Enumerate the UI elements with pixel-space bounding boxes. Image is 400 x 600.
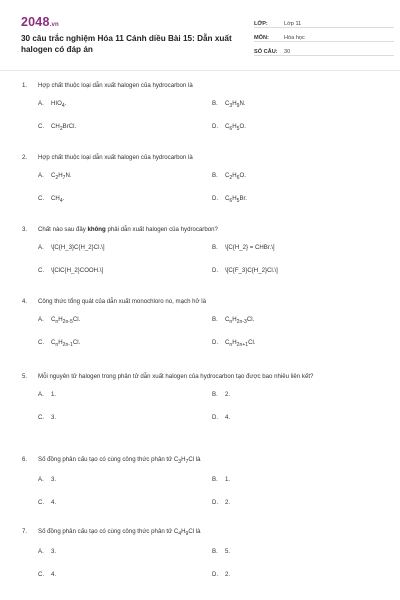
question-number: 3. bbox=[22, 226, 28, 233]
question-item bbox=[22, 527, 386, 592]
question-text bbox=[22, 153, 386, 163]
logo-text: 2048 bbox=[21, 15, 50, 29]
option-letter: A. bbox=[38, 244, 44, 252]
option-letter: B. bbox=[212, 244, 218, 252]
answer-option[interactable] bbox=[38, 172, 72, 181]
option-letter: C. bbox=[38, 414, 45, 422]
option-letter: C. bbox=[38, 570, 45, 578]
answer-option[interactable] bbox=[38, 316, 80, 325]
question-number: 6. bbox=[22, 456, 28, 463]
option-text: 1. bbox=[225, 475, 231, 483]
option-text: 2. bbox=[225, 570, 231, 578]
question-text bbox=[22, 527, 386, 539]
question-text bbox=[22, 455, 386, 467]
option-text: $C_nH_{2n-3}Cl$. bbox=[225, 316, 255, 326]
answer-option[interactable] bbox=[38, 548, 56, 555]
option-letter: B. bbox=[212, 316, 218, 324]
option-letter: B. bbox=[212, 547, 218, 555]
logo-domain: .vn bbox=[49, 22, 59, 28]
question-stem: Số đồng phân cấu tạo có cùng công thức phân tử $C_4H_9Cl$ là bbox=[38, 528, 201, 538]
answer-option[interactable] bbox=[38, 100, 66, 109]
answer-option[interactable] bbox=[212, 123, 246, 132]
question-stem: Công thức tổng quát của dẫn xuất monochloro no, mạch hở là bbox=[38, 298, 206, 305]
answer-options bbox=[22, 391, 386, 435]
option-letter: C. bbox=[38, 195, 45, 203]
option-letter: D. bbox=[212, 339, 219, 347]
option-letter: A. bbox=[38, 316, 44, 324]
option-text: 4. bbox=[51, 498, 57, 506]
option-text: 3. bbox=[51, 547, 57, 555]
meta-key: LỚP: bbox=[254, 21, 268, 27]
answer-option[interactable] bbox=[38, 476, 56, 483]
meta-value: Lớp 11 bbox=[284, 21, 302, 27]
option-text: 4. bbox=[51, 570, 57, 578]
answer-options bbox=[22, 172, 386, 216]
option-letter: B. bbox=[212, 172, 218, 180]
answer-options bbox=[22, 316, 386, 360]
question-stem: Mỗi nguyên tử halogen trong phân tử dẫn xuất halogen của hydrocarbon tạo được bao nhiêu liên kết? bbox=[38, 373, 314, 380]
option-text: $C_6H_5Br$. bbox=[225, 195, 247, 205]
answer-option[interactable] bbox=[38, 267, 103, 274]
question-text bbox=[22, 225, 386, 235]
option-text: 2. bbox=[225, 391, 231, 399]
answer-option[interactable] bbox=[38, 499, 56, 506]
option-letter: D. bbox=[212, 498, 219, 506]
answer-option[interactable] bbox=[212, 548, 230, 555]
option-letter: D. bbox=[212, 195, 219, 203]
answer-option[interactable] bbox=[212, 316, 254, 325]
meta-key: MÔN: bbox=[254, 35, 269, 41]
option-text: 4. bbox=[225, 414, 231, 422]
option-letter: C. bbox=[38, 339, 45, 347]
question-text bbox=[22, 297, 386, 307]
question-stem: Hợp chất thuộc loại dẫn xuất halogen của hydrocarbon là bbox=[38, 154, 193, 161]
option-text: 5. bbox=[225, 547, 231, 555]
page-header bbox=[14, 8, 386, 64]
option-letter: D. bbox=[212, 414, 219, 422]
option-letter: D. bbox=[212, 267, 219, 275]
answer-option[interactable] bbox=[212, 414, 230, 421]
answer-option[interactable] bbox=[38, 414, 56, 421]
option-text: $C_3H_9N$. bbox=[225, 100, 246, 110]
question-text bbox=[22, 372, 386, 382]
option-letter: A. bbox=[38, 100, 44, 108]
option-letter: C. bbox=[38, 123, 45, 131]
option-text: 1. bbox=[51, 391, 57, 399]
site-logo[interactable] bbox=[21, 15, 59, 29]
meta-row bbox=[254, 14, 394, 28]
option-letter: A. bbox=[38, 391, 44, 399]
answer-option[interactable] bbox=[212, 244, 275, 251]
option-text: $C_2H_6O$. bbox=[225, 172, 246, 182]
answer-option[interactable] bbox=[212, 391, 230, 398]
question-item bbox=[22, 372, 386, 435]
option-text: 2. bbox=[225, 498, 231, 506]
option-text: $HIO_4$. bbox=[51, 100, 67, 110]
option-text: \[C{H_3}C{H_2}Cl.\] bbox=[51, 244, 105, 252]
option-letter: B. bbox=[212, 391, 218, 399]
document-meta bbox=[254, 14, 394, 56]
question-item bbox=[22, 297, 386, 360]
question-stem: Số đồng phân cấu tạo có cùng công thức phân tử $C_3H_7Cl$ là bbox=[38, 456, 201, 466]
question-item bbox=[22, 153, 386, 216]
option-text: $C_nH_{2n-5}Cl$. bbox=[51, 316, 81, 326]
meta-row bbox=[254, 28, 394, 42]
answer-option[interactable] bbox=[212, 476, 230, 483]
meta-row bbox=[254, 42, 394, 56]
question-item bbox=[22, 81, 386, 144]
option-text: 3. bbox=[51, 414, 57, 422]
answer-option[interactable] bbox=[38, 339, 80, 348]
option-letter: A. bbox=[38, 475, 44, 483]
question-number: 5. bbox=[22, 373, 28, 380]
answer-options bbox=[22, 548, 386, 592]
answer-option[interactable] bbox=[38, 391, 56, 398]
page-title: 30 câu trắc nghiệm Hóa 11 Cánh diều Bài 15: Dẫn xuất halogen có đáp án bbox=[21, 34, 232, 55]
answer-option[interactable] bbox=[38, 571, 56, 578]
answer-options bbox=[22, 244, 386, 288]
option-letter: A. bbox=[38, 547, 44, 555]
option-letter: B. bbox=[212, 100, 218, 108]
option-text: $CH_2BrCl$. bbox=[51, 123, 77, 133]
answer-option[interactable] bbox=[212, 172, 246, 181]
answer-option[interactable] bbox=[38, 244, 105, 251]
answer-option[interactable] bbox=[212, 499, 230, 506]
answer-options bbox=[22, 476, 386, 520]
question-item bbox=[22, 225, 386, 288]
answer-option[interactable] bbox=[212, 100, 246, 109]
option-letter: D. bbox=[212, 123, 219, 131]
question-item bbox=[22, 455, 386, 520]
question-text bbox=[22, 81, 386, 91]
option-letter: C. bbox=[38, 498, 45, 506]
meta-key: SỐ CÂU: bbox=[254, 49, 278, 55]
option-text: 3. bbox=[51, 475, 57, 483]
answer-option[interactable] bbox=[38, 123, 76, 132]
question-stem: Chất nào sau đây không phải dẫn xuất halogen của hydrocarbon? bbox=[38, 226, 218, 233]
option-text: $C_nH_{2n+1}Cl$. bbox=[225, 339, 256, 349]
meta-value: 30 bbox=[284, 49, 291, 55]
question-number: 4. bbox=[22, 298, 28, 305]
question-number: 7. bbox=[22, 528, 28, 535]
option-text: $CH_4$. bbox=[51, 195, 65, 205]
option-letter: B. bbox=[212, 475, 218, 483]
question-number: 1. bbox=[22, 82, 28, 89]
option-text: $C_6H_5O$. bbox=[225, 123, 246, 133]
option-text: \[ClC{H_2}COOH.\] bbox=[51, 267, 104, 275]
option-text: \[C{H_2} = CHBr.\] bbox=[225, 244, 275, 252]
header-divider bbox=[0, 70, 400, 71]
answer-option[interactable] bbox=[38, 195, 64, 204]
question-number: 2. bbox=[22, 154, 28, 161]
answer-option[interactable] bbox=[212, 571, 230, 578]
option-text: $C_nH_{2n-1}Cl$. bbox=[51, 339, 81, 349]
question-stem: Hợp chất thuộc loại dẫn xuất halogen của hydrocarbon là bbox=[38, 82, 193, 89]
option-letter: C. bbox=[38, 267, 45, 275]
answer-option[interactable] bbox=[212, 267, 278, 274]
option-letter: A. bbox=[38, 172, 44, 180]
option-letter: D. bbox=[212, 570, 219, 578]
option-text: $C_2H_7N$. bbox=[51, 172, 72, 182]
answer-option[interactable] bbox=[212, 195, 247, 204]
answer-option[interactable] bbox=[212, 339, 256, 348]
answer-options bbox=[22, 100, 386, 144]
meta-value: Hóa học bbox=[284, 35, 305, 41]
option-text: \[C{F_3}C{H_2}Cl.\] bbox=[225, 267, 278, 275]
